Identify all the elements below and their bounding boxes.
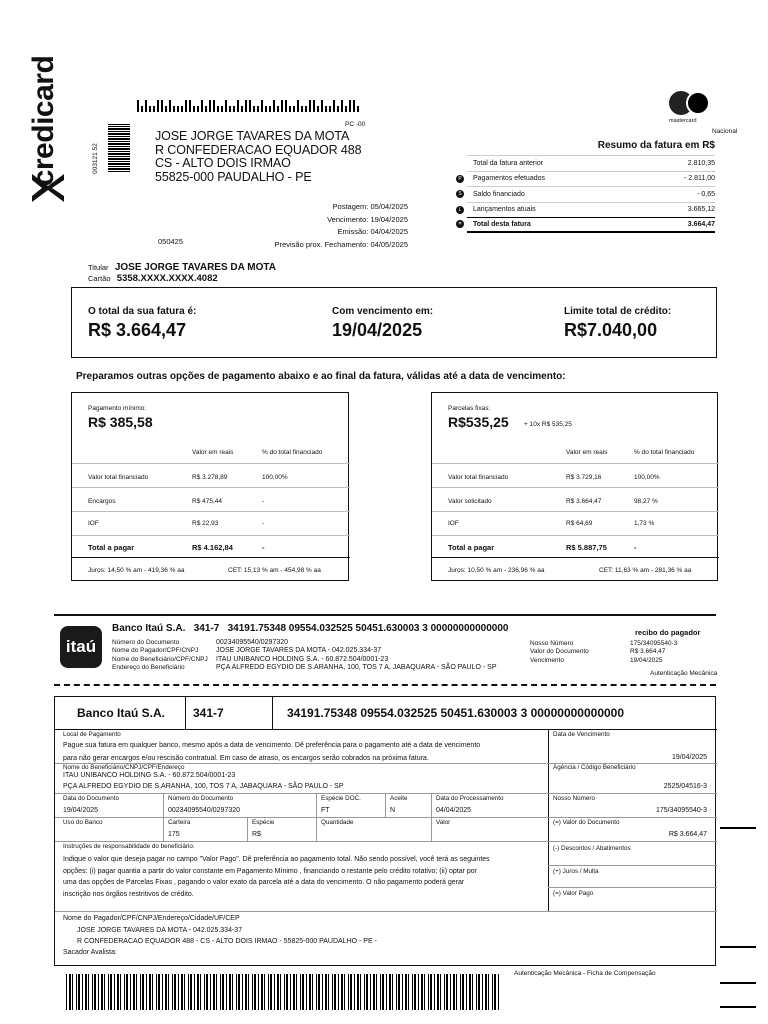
barcode-bar bbox=[357, 106, 359, 112]
receipt-value: JOSE JORGE TAVARES DA MOTA - 042.025.334-37 bbox=[216, 647, 382, 655]
slip-divider bbox=[185, 697, 186, 729]
slip-value: 00234095540/0297320 bbox=[168, 807, 241, 814]
limit-value: R$7.040,00 bbox=[564, 320, 658, 340]
barcode-bar bbox=[261, 100, 263, 112]
mail-code: PC -00 bbox=[345, 121, 366, 128]
receipt-value: 175/34095540-3 bbox=[630, 640, 678, 647]
barcode-bar bbox=[257, 106, 259, 112]
inst-value: R$535,25 bbox=[448, 414, 509, 430]
row-percent: 1,73 % bbox=[634, 520, 655, 527]
barcode-bar bbox=[281, 100, 283, 112]
barcode-bar bbox=[289, 106, 291, 112]
barcode-bar bbox=[153, 106, 155, 112]
slip-divider bbox=[55, 911, 717, 912]
receipt-label: Nosso Número bbox=[530, 640, 574, 647]
instruction-line: uma das opções de Parcelas Fixas , pagando o valor exato da parcela até a data do vencimento. O não pagamento poderá gerar bbox=[63, 879, 465, 886]
entries-badge-icon: L bbox=[456, 206, 464, 214]
address-line: CS - ALTO DOIS IRMAO bbox=[155, 156, 291, 170]
receipt-label: Endereço do Beneficiário bbox=[112, 663, 185, 671]
barcode-bar bbox=[237, 100, 239, 112]
due-label: Com vencimento em: bbox=[332, 306, 434, 317]
receipt-bank: Banco Itaú S.A. 341-7 34191.75348 09554.032525 50451.630003 3 00000000000000 bbox=[112, 623, 509, 634]
summary-row bbox=[458, 186, 715, 202]
summary-value: - 2.811,00 bbox=[683, 175, 715, 183]
address-line: R CONFEDERACAO EQUADOR 488 bbox=[155, 142, 362, 157]
row-value: R$ 64,69 bbox=[566, 520, 593, 527]
mailing-address bbox=[155, 130, 361, 184]
limit-label: Limite total de crédito: bbox=[564, 306, 672, 317]
summary-total-value: 3.664,47 bbox=[687, 220, 715, 228]
barcode-bar bbox=[253, 106, 255, 112]
card-number: 5358.XXXX.XXXX.4082 bbox=[116, 273, 218, 284]
summary-label: Pagamentos efetuados bbox=[473, 175, 545, 183]
min-label: Pagamento mínimo: bbox=[88, 405, 147, 412]
barcode-bar bbox=[285, 100, 287, 112]
slip-code: 341-7 bbox=[193, 706, 224, 720]
barcode-bar bbox=[305, 106, 307, 112]
summary-value: 2.810,35 bbox=[687, 159, 715, 167]
slip-label: Data do Documento bbox=[63, 795, 120, 802]
row-label: Encargos bbox=[88, 498, 116, 505]
row-percent: 100,00% bbox=[262, 474, 288, 481]
min-value: R$ 385,58 bbox=[88, 414, 153, 430]
barcode-bar bbox=[265, 106, 267, 112]
receipt-value: PÇA ALFREDO EGYDIO DE S.ARANHA, 100, TOS 7 A, JABAQUARA - SÃO PAULO - SP bbox=[216, 663, 497, 671]
inst-label: Parcelas fixas: bbox=[448, 405, 491, 412]
receipt-label: Valor do Documento bbox=[530, 648, 589, 656]
vertical-code: 003121 52 bbox=[92, 143, 99, 174]
total-pay-percent: - bbox=[634, 543, 637, 552]
slip-auth: Autenticação Mecânica - Ficha de Compensação bbox=[514, 970, 656, 977]
receipt-right-labels bbox=[530, 640, 589, 665]
receipt-divider bbox=[54, 614, 716, 616]
mail-ref: 050425 bbox=[158, 237, 184, 246]
slip-value: 19/04/2025 bbox=[671, 754, 707, 761]
instruction-line: opções: (i) pagar quantia a partir do valor constante em Pagamento Mínimo , financiando o restante pelo crédito rotativo; (ii) optar por bbox=[63, 867, 478, 875]
barcode-bar bbox=[185, 100, 187, 112]
barcode-bar bbox=[193, 106, 195, 112]
barcode-bar bbox=[297, 100, 299, 112]
barcode-bar bbox=[217, 106, 219, 112]
row-label: IOF bbox=[448, 520, 459, 527]
row-label: Valor total financiado bbox=[88, 474, 149, 481]
total-label: O total da sua fatura é: bbox=[88, 306, 197, 317]
barcode-bar bbox=[205, 106, 207, 112]
slip-label: (=) Valor do Documento bbox=[553, 819, 620, 826]
slip-label: (-) Descontos / Abatimentos bbox=[553, 845, 631, 852]
row-value: R$ 3.664,47 bbox=[566, 498, 602, 505]
slip-value: FT bbox=[321, 807, 330, 814]
total-pay-percent: - bbox=[262, 543, 265, 552]
slip-divider bbox=[55, 817, 717, 818]
due-date-text: Vencimento: 19/04/2025 bbox=[327, 214, 408, 224]
slip-label: Nosso Número bbox=[553, 795, 595, 802]
barcode-bar bbox=[349, 100, 351, 112]
barcode-bar bbox=[201, 100, 203, 112]
barcode-bar bbox=[177, 106, 179, 112]
interest-text: Juros: 10,50 % am - 236,96 % aa bbox=[448, 567, 545, 574]
barcode-bar bbox=[341, 100, 343, 112]
barcode-bar bbox=[221, 106, 223, 112]
slip-divider bbox=[385, 793, 386, 817]
total-pay-value: R$ 5.887,75 bbox=[566, 543, 607, 552]
barcode-bar bbox=[149, 106, 151, 112]
slip-divider bbox=[316, 793, 317, 841]
receipt-auth: Autenticação Mecânica bbox=[650, 670, 718, 677]
slip-value: 175 bbox=[168, 831, 180, 838]
receipt-labels bbox=[112, 639, 208, 672]
barcode-bar bbox=[277, 106, 279, 112]
side-marker bbox=[720, 1006, 756, 1008]
receipt-value: ITAU UNIBANCO HOLDING S.A. - 60.872.504/0001-23 bbox=[216, 655, 389, 663]
slip-label: Nome do Beneficiário/CNPJ/CPF/Endereço bbox=[63, 764, 185, 771]
slip-label: (=) Valor Pago bbox=[553, 890, 594, 897]
minimum-payment-box bbox=[71, 392, 349, 581]
postal-barcode bbox=[137, 100, 363, 112]
slip-label: Agência / Código Beneficiário bbox=[553, 764, 636, 771]
barcode-bar bbox=[169, 100, 171, 112]
payment-barcode bbox=[66, 974, 500, 1010]
cet-text: CET: 11,63 % am - 281,36 % aa bbox=[599, 567, 692, 574]
barcode-bar bbox=[165, 106, 167, 112]
brand-name: credicard bbox=[27, 55, 60, 187]
mastercard-logo-icon bbox=[668, 91, 714, 121]
barcode-bar bbox=[293, 106, 295, 112]
summary-row bbox=[458, 171, 715, 187]
slip-divider bbox=[163, 793, 164, 841]
slip-divider bbox=[431, 793, 432, 841]
due-value: 19/04/2025 bbox=[332, 320, 423, 340]
barcode-bar bbox=[145, 100, 147, 112]
card-brand: mastercard bbox=[669, 118, 697, 124]
summary-row bbox=[458, 202, 715, 218]
credicard-logo bbox=[12, 28, 66, 208]
slip-value: N bbox=[390, 807, 396, 814]
card-label: Cartão bbox=[88, 274, 111, 283]
slip-label: (+) Juros / Multa bbox=[553, 868, 599, 875]
installments-box bbox=[431, 392, 718, 581]
barcode-bar bbox=[333, 100, 335, 112]
address-line: JOSE JORGE TAVARES DA MOTA bbox=[155, 129, 350, 143]
barcode-bar bbox=[229, 106, 231, 112]
summary-value: - 0,65 bbox=[697, 190, 715, 198]
row-value: R$ 475,44 bbox=[192, 498, 222, 505]
receipt-label: Vencimento bbox=[530, 656, 564, 664]
total-pay-label: Total a pagar bbox=[448, 543, 495, 552]
barcode-bar bbox=[241, 106, 243, 112]
barcode-bar bbox=[325, 106, 327, 112]
row-percent: - bbox=[262, 520, 265, 527]
barcode-bar bbox=[157, 100, 159, 112]
row-label: Valor solicitado bbox=[448, 498, 492, 505]
slip-value: R CONFEDERACAO EQUADOR 488 - CS - ALTO DOIS IRMAO - 55825-000 PAUDALHO - PE - bbox=[77, 938, 377, 945]
slip-label: Data de Vencimento bbox=[553, 731, 610, 738]
balance-badge-icon: S bbox=[456, 190, 464, 198]
slip-divider bbox=[55, 729, 717, 730]
row-value: R$ 22,93 bbox=[192, 520, 219, 527]
slip-bank: Banco Itaú S.A. bbox=[77, 706, 166, 720]
issue-date: Emissão: 04/04/2025 bbox=[337, 227, 408, 236]
slip-instructions bbox=[63, 854, 490, 900]
summary-total-label: Total desta fatura bbox=[473, 220, 531, 228]
summary-total-row bbox=[458, 217, 715, 233]
slip-label: Valor bbox=[436, 819, 451, 826]
cet-text: CET: 15,13 % am - 454,98 % aa bbox=[228, 567, 321, 574]
vertical-barcode bbox=[108, 124, 130, 172]
barcode-bar bbox=[321, 100, 323, 112]
mailing-dates bbox=[240, 201, 408, 251]
receipt-label: Nome do Pagador/CPF/CNPJ bbox=[112, 647, 199, 655]
barcode-bar bbox=[213, 100, 215, 112]
col-header: Valor em reais bbox=[566, 449, 608, 456]
barcode-bar bbox=[269, 106, 271, 112]
summary-value: 3.665,12 bbox=[687, 206, 715, 214]
row-percent: 98,27 % bbox=[634, 498, 658, 505]
barcode-bar bbox=[313, 100, 315, 112]
summary-label: Saldo financiado bbox=[473, 190, 525, 198]
payment-slip bbox=[54, 696, 716, 966]
slip-value: ITAU UNIBANCO HOLDING S.A. - 60.872.504/0001-23 bbox=[63, 772, 236, 779]
side-marker bbox=[720, 982, 756, 984]
payment-badge-icon: P bbox=[456, 175, 464, 183]
slip-value: 19/04/2025 bbox=[63, 807, 99, 814]
row-label: Valor total financiado bbox=[448, 474, 509, 481]
titular-name: JOSE JORGE TAVARES DA MOTA bbox=[114, 262, 276, 273]
barcode-bar bbox=[301, 106, 303, 112]
slip-value: R$ 3.664,47 bbox=[668, 831, 707, 838]
barcode-bar bbox=[181, 106, 183, 112]
row-value: R$ 3.278,89 bbox=[192, 474, 228, 481]
slip-label: Nome do Pagador/CPF/CNPJ/Endereço/Cidade/UF/CEP bbox=[63, 915, 240, 922]
slip-label: Carteira bbox=[168, 819, 191, 826]
receipt-label: Nome do Beneficiário/CPF/CNPJ bbox=[112, 655, 208, 663]
barcode-bar bbox=[225, 100, 227, 112]
slip-label: Instruções de responsabilidade do beneficiário. bbox=[63, 843, 195, 850]
barcode-bar bbox=[329, 106, 331, 112]
invoice-summary bbox=[458, 140, 715, 233]
row-label: IOF bbox=[88, 520, 99, 527]
slip-divider bbox=[55, 841, 717, 842]
slip-text: para não gerar encargos e/ou rescisão contratual. Em caso de atraso, os encargos serão cobrados na próxima fatura. bbox=[63, 755, 429, 762]
total-value: R$ 3.664,47 bbox=[88, 320, 187, 340]
slip-value: JOSE JORGE TAVARES DA MOTA - 042.025.334-37 bbox=[77, 927, 243, 934]
slip-label: Aceite bbox=[390, 795, 408, 802]
barcode-bar bbox=[141, 106, 143, 112]
slip-divider bbox=[548, 865, 717, 866]
total-badge-icon: = bbox=[456, 220, 464, 228]
barcode-bar bbox=[189, 100, 191, 112]
options-heading: Preparamos outras opções de pagamento abaixo e ao final da fatura, válidas até a data de vencimento: bbox=[76, 371, 566, 382]
slip-divider bbox=[55, 793, 717, 794]
row-percent: 100,00% bbox=[634, 474, 660, 481]
itau-logo: itaú bbox=[60, 626, 102, 668]
barcode-bar bbox=[353, 100, 355, 112]
barcode-bar bbox=[317, 106, 319, 112]
barcode-bar bbox=[197, 106, 199, 112]
total-pay-label: Total a pagar bbox=[88, 543, 135, 552]
inst-extra: + 10x R$ 535,25 bbox=[524, 421, 572, 428]
slip-label: Uso do Banco bbox=[63, 819, 103, 826]
slip-value: 175/34095540-3 bbox=[656, 807, 707, 814]
card-type: Nacional bbox=[712, 128, 738, 135]
col-header: % do total financiado bbox=[262, 449, 323, 456]
summary-label: Total da fatura anterior bbox=[473, 159, 544, 167]
slip-label: Número do Documento bbox=[168, 795, 234, 802]
summary-title: Resumo da fatura em R$ bbox=[597, 140, 715, 151]
row-percent: - bbox=[262, 498, 265, 505]
barcode-bar bbox=[249, 100, 251, 112]
card-holder bbox=[88, 262, 276, 284]
summary-row bbox=[467, 155, 715, 171]
barcode-bar bbox=[345, 106, 347, 112]
summary-label: Lançamentos atuais bbox=[473, 206, 536, 214]
slip-label: Espécie DOC. bbox=[321, 795, 361, 802]
barcode-bar bbox=[309, 100, 311, 112]
barcode-bar bbox=[273, 100, 275, 112]
instruction-line: Indique o valor que deseja pagar no campo "Valor Pago". Dê preferência ao pagamento total. Não sendo possível, você terá as seguintes bbox=[63, 856, 490, 863]
slip-value: PÇA ALFREDO EGYDIO DE S.ARANHA, 100, TOS 7 A, JABAQUARA - SÃO PAULO - SP bbox=[63, 783, 344, 790]
titular-label: Titular bbox=[88, 263, 109, 272]
instruction-line: inscrição nos órgãos restritivos de crédito. bbox=[63, 890, 194, 898]
address-line: 55825-000 PAUDALHO - PE bbox=[155, 169, 312, 184]
barcode-bar bbox=[337, 106, 339, 112]
cut-line bbox=[54, 684, 716, 686]
col-header: Valor em reais bbox=[192, 449, 234, 456]
slip-label: Espécie bbox=[252, 819, 275, 826]
col-header: % do total financiado bbox=[634, 449, 695, 456]
receipt-value: 00234095540/0297320 bbox=[216, 639, 289, 646]
slip-text: Pague sua fatura em qualquer banco, mesmo após a data de vencimento. Dê preferência para o pagamento até a data de vencimento bbox=[63, 742, 481, 749]
slip-divider bbox=[548, 729, 549, 911]
receipt-value: R$ 3.664,47 bbox=[630, 648, 666, 656]
postagem-date: Postagem: 05/04/2025 bbox=[332, 202, 408, 211]
receipt-label: Número do Documento bbox=[112, 639, 180, 646]
receipt-title: recibo do pagador bbox=[635, 628, 701, 637]
barcode-bar bbox=[137, 100, 139, 112]
slip-label: Data do Processamento bbox=[436, 795, 504, 802]
barcode-bar bbox=[209, 100, 211, 112]
receipt-right-values bbox=[630, 640, 677, 665]
totals-box bbox=[71, 287, 717, 358]
total-pay-value: R$ 4.162,84 bbox=[192, 543, 233, 552]
barcode-bar bbox=[245, 100, 247, 112]
next-close-date: Previsão prox. Fechamento: 04/05/2025 bbox=[274, 239, 408, 249]
side-marker bbox=[720, 946, 756, 948]
slip-value: Sacador Avalista: bbox=[63, 949, 117, 956]
receipt-value: 19/04/2025 bbox=[630, 656, 663, 664]
slip-divider bbox=[272, 697, 273, 729]
slip-value: R$ bbox=[252, 831, 261, 838]
receipt-values bbox=[216, 639, 496, 672]
side-marker bbox=[720, 827, 756, 829]
slip-line: 34191.75348 09554.032525 50451.630003 3 00000000000000 bbox=[287, 706, 625, 720]
interest-text: Juros: 14,50 % am - 419,36 % aa bbox=[88, 567, 185, 574]
barcode-bar bbox=[161, 100, 163, 112]
slip-label: Quantidade bbox=[321, 819, 354, 826]
row-value: R$ 3.729,16 bbox=[566, 474, 602, 481]
barcode-bar bbox=[173, 106, 175, 112]
slip-value: 2525/04516-3 bbox=[663, 783, 707, 790]
slip-divider bbox=[548, 887, 717, 888]
slip-label: Local de Pagamento bbox=[63, 731, 121, 738]
slip-value: 04/04/2025 bbox=[436, 807, 472, 814]
slip-divider bbox=[247, 817, 248, 841]
barcode-bar bbox=[233, 106, 235, 112]
